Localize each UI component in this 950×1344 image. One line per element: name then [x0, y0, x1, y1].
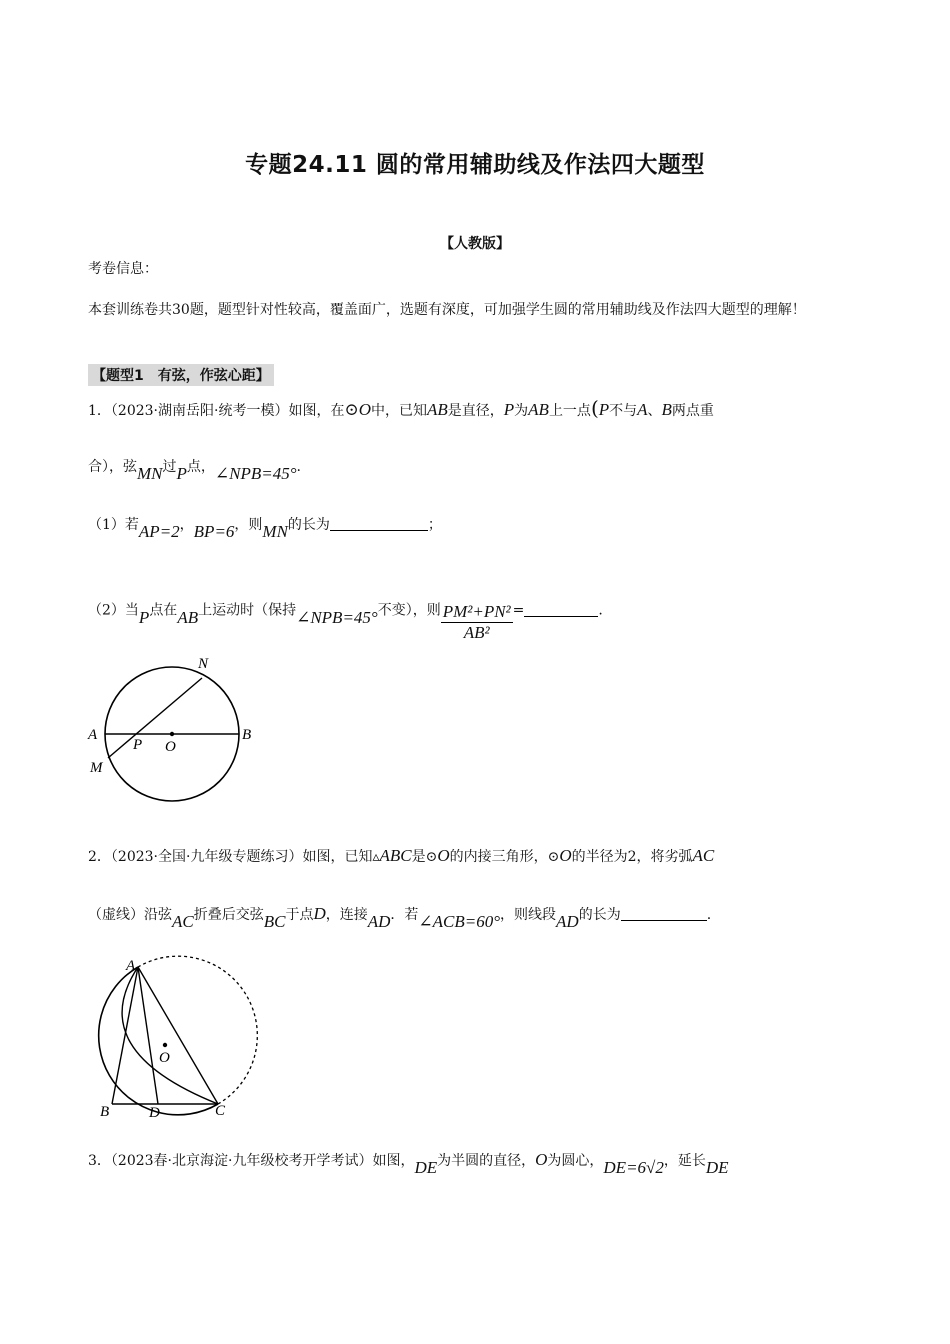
q2-text: 于点 — [285, 907, 314, 923]
math-ap: AP=2 — [138, 522, 180, 541]
math-ad: AD — [367, 912, 391, 931]
q2-text: ，则线段 — [500, 907, 557, 923]
math-ab: AB — [528, 400, 549, 419]
q2-text: ，连接 — [325, 907, 368, 923]
q1-line1 — [88, 398, 714, 421]
segment-ad — [138, 967, 158, 1104]
math-ad: AD — [556, 912, 579, 931]
q2-text: 的半径为2，将劣弧 — [571, 849, 693, 865]
q2-text: （2023·全国·九年级专题练习）如图，已知▵ — [110, 849, 380, 865]
q1-text: . — [598, 602, 603, 619]
q1-text: 两点重 — [671, 403, 714, 419]
math-d: D — [313, 904, 326, 923]
math-p: P — [138, 607, 150, 627]
q1-text: 过 — [162, 459, 177, 475]
q2-text: . — [706, 907, 712, 923]
label-c: C — [215, 1103, 226, 1119]
math-p: P — [176, 464, 187, 483]
minor-arc-dashed — [138, 956, 257, 1104]
math-mn: MN — [137, 464, 163, 483]
q3-text: 为圆心， — [547, 1153, 604, 1169]
fraction-denominator: AB² — [463, 623, 490, 642]
q1-text: 不与 — [609, 403, 638, 419]
label-d: D — [149, 1105, 160, 1121]
figure-2-circle — [80, 950, 260, 1125]
q2-text: （虚线）沿弦 — [88, 907, 172, 923]
math-bc: BC — [263, 912, 286, 931]
q1-line2 — [88, 456, 301, 483]
figure-1-circle — [80, 648, 280, 818]
circle-arc-solid — [99, 967, 218, 1115]
math-de: DE — [414, 1158, 438, 1177]
q2-line2 — [88, 904, 712, 931]
section-heading-type1: 【题型1 有弦，作弦心距】 — [88, 364, 274, 386]
q1-text: ； — [427, 517, 442, 533]
q1-text: 是直径， — [447, 403, 504, 419]
label-b: B — [242, 727, 252, 743]
math-ac: AC — [172, 912, 194, 931]
q2-text: 的内接三角形，⊙ — [449, 849, 560, 865]
q1-text: 的长为 — [287, 517, 330, 533]
paren-open: ( — [590, 396, 599, 420]
math-p: P — [503, 400, 515, 419]
label-p: P — [133, 737, 143, 753]
q1-text: 上一点 — [548, 403, 591, 419]
label-n: N — [198, 656, 209, 672]
answer-blank[interactable] — [621, 904, 707, 921]
q1-text: ， — [179, 517, 194, 533]
q1-text: . — [296, 459, 301, 475]
q1-text: = — [512, 602, 525, 619]
q2-number: 2． — [88, 849, 111, 865]
page-title: 专题24.11 圆的常用辅助线及作法四大题型 — [245, 152, 705, 178]
q1-text: 点在 — [149, 602, 178, 619]
label-a: A — [88, 727, 98, 743]
math-angle-npb: ∠NPB=45° — [296, 607, 378, 627]
side-ab — [112, 967, 138, 1104]
answer-blank[interactable] — [330, 514, 428, 531]
exam-info-label: 考卷信息： — [88, 261, 158, 277]
q1-text: 合），弦 — [88, 459, 137, 475]
q1-text: 上运动时（保持 — [198, 602, 297, 619]
q1-text: （1）若 — [88, 517, 139, 533]
math-ab: AB — [426, 400, 448, 419]
label-a: A — [126, 958, 136, 974]
math-angle-npb: ∠NPB=45° — [214, 464, 297, 483]
math-sqrt: √2 — [646, 1158, 664, 1177]
fraction-numerator: PM²+PN² — [442, 602, 511, 621]
center-point — [163, 1043, 167, 1047]
math-b: B — [661, 400, 672, 419]
math-abc: ABC — [379, 846, 412, 865]
math-p: P — [598, 400, 610, 419]
answer-blank[interactable] — [524, 600, 598, 617]
q3-text: 为半圆的直径， — [437, 1153, 536, 1169]
fraction — [441, 602, 513, 643]
math-ac: AC — [692, 846, 715, 865]
q1-text: 为 — [514, 403, 529, 419]
q1-text: 、 — [647, 403, 662, 419]
math-de: DE — [705, 1158, 729, 1177]
q1-sub1 — [88, 514, 442, 541]
folded-arc — [122, 967, 218, 1104]
q3-text: ，延长 — [663, 1153, 706, 1169]
q1-number: 1． — [88, 403, 111, 419]
q3-number: 3． — [88, 1153, 111, 1169]
math-angle-acb: ∠ACB=60° — [418, 912, 501, 931]
intro-paragraph: 本套训练卷共30题，题型针对性较高，覆盖面广，选题有深度，可加强学生圆的常用辅助线及作法四大题型的理解！ — [88, 302, 806, 318]
q1-text: （2）当 — [88, 602, 139, 619]
circle-symbol: ⊙O — [344, 400, 371, 419]
math-ab: AB — [177, 607, 199, 627]
label-m: M — [90, 760, 103, 776]
math-o: O — [437, 846, 450, 865]
q1-source: （2023·湖南岳阳·统考一模）如图，在 — [110, 403, 345, 419]
side-ac — [138, 967, 218, 1104]
q2-text: ．若 — [390, 907, 419, 923]
label-o: O — [165, 739, 176, 755]
q1-text: ，则 — [234, 517, 263, 533]
q2-line1 — [88, 846, 714, 867]
math-bp: BP=6 — [193, 522, 235, 541]
q1-sub2 — [88, 590, 603, 642]
edition-label: 【人教版】 — [440, 236, 510, 252]
q3-line1 — [88, 1150, 729, 1177]
math-de-equals: DE=6 — [603, 1158, 647, 1177]
q2-text: 的长为 — [578, 907, 621, 923]
q2-text: 是⊙ — [411, 849, 438, 865]
math-mn: MN — [262, 522, 288, 541]
math-a: A — [637, 400, 648, 419]
math-o: O — [535, 1150, 548, 1169]
label-o: O — [159, 1050, 170, 1066]
label-b: B — [100, 1104, 110, 1120]
q3-text: （2023春·北京海淀·九年级校考开学考试）如图， — [110, 1153, 415, 1169]
q1-text: 点， — [186, 459, 215, 475]
center-point — [170, 732, 174, 736]
math-o: O — [559, 846, 572, 865]
q1-text: 不变），则 — [377, 602, 441, 619]
q1-text: 中，已知 — [370, 403, 427, 419]
q2-text: 折叠后交弦 — [193, 907, 264, 923]
